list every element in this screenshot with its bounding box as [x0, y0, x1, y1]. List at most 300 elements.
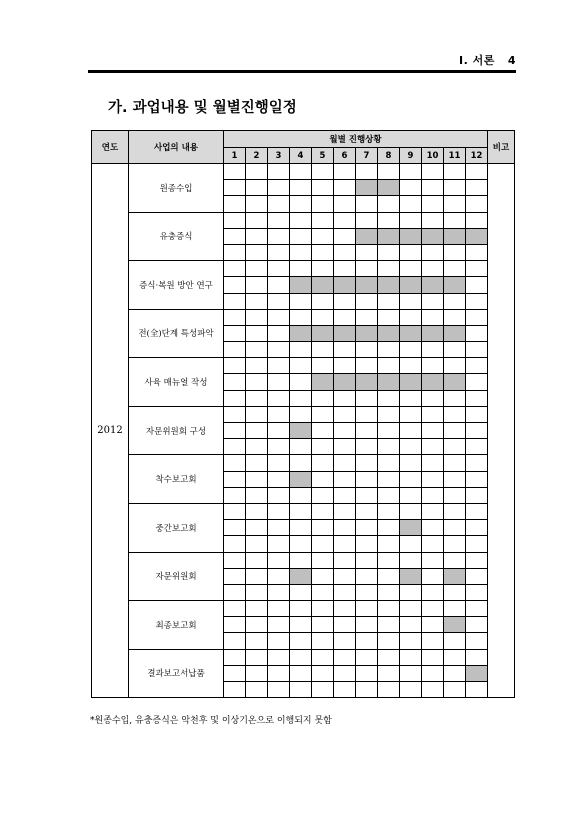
progress-cell — [466, 649, 488, 665]
progress-cell — [444, 180, 466, 196]
progress-cell-filled — [378, 325, 400, 341]
progress-cell — [356, 520, 378, 536]
progress-cell — [356, 390, 378, 406]
progress-cell — [224, 358, 246, 374]
progress-cell — [334, 682, 356, 698]
progress-cell-filled — [378, 228, 400, 244]
task-name: 착수보고회 — [129, 455, 224, 504]
progress-cell — [400, 358, 422, 374]
progress-cell — [444, 536, 466, 552]
progress-cell-filled — [466, 228, 488, 244]
progress-cell — [466, 455, 488, 471]
progress-cell — [400, 390, 422, 406]
progress-cell — [246, 342, 268, 358]
progress-cell — [422, 665, 444, 681]
progress-cell — [466, 342, 488, 358]
progress-cell — [466, 180, 488, 196]
progress-cell-filled — [312, 374, 334, 390]
footnote: *원종수입, 유충증식은 악천후 및 이상기온으로 이행되지 못함 — [90, 716, 332, 726]
progress-cell — [224, 293, 246, 309]
progress-cell-filled — [334, 374, 356, 390]
progress-cell — [246, 212, 268, 228]
progress-cell — [400, 649, 422, 665]
progress-cell — [290, 358, 312, 374]
progress-cell — [466, 568, 488, 584]
progress-cell — [334, 455, 356, 471]
header-rule — [88, 70, 516, 73]
progress-cell-filled — [312, 277, 334, 293]
progress-cell — [400, 196, 422, 212]
progress-cell — [400, 584, 422, 600]
progress-cell — [334, 584, 356, 600]
progress-cell — [290, 487, 312, 503]
progress-cell — [268, 471, 290, 487]
header-remark: 비고 — [488, 131, 515, 164]
progress-cell-filled — [400, 228, 422, 244]
progress-cell — [356, 471, 378, 487]
progress-cell — [224, 406, 246, 422]
progress-cell — [224, 487, 246, 503]
progress-cell — [466, 682, 488, 698]
progress-cell-filled — [356, 374, 378, 390]
progress-cell — [268, 358, 290, 374]
progress-cell — [378, 682, 400, 698]
progress-cell — [466, 633, 488, 649]
progress-cell — [444, 406, 466, 422]
progress-cell-filled — [422, 374, 444, 390]
progress-cell — [356, 309, 378, 325]
progress-cell — [224, 471, 246, 487]
progress-cell — [334, 342, 356, 358]
month-header: 8 — [378, 148, 400, 164]
progress-cell — [246, 584, 268, 600]
progress-cell-filled — [378, 277, 400, 293]
progress-cell — [268, 309, 290, 325]
progress-cell — [268, 180, 290, 196]
progress-cell-filled — [290, 325, 312, 341]
progress-cell — [466, 520, 488, 536]
progress-cell-filled — [444, 374, 466, 390]
progress-cell — [334, 568, 356, 584]
progress-cell — [246, 520, 268, 536]
progress-cell — [444, 520, 466, 536]
progress-cell — [378, 423, 400, 439]
progress-cell — [246, 406, 268, 422]
progress-cell — [268, 503, 290, 519]
progress-cell — [290, 682, 312, 698]
progress-cell — [334, 471, 356, 487]
progress-cell — [444, 293, 466, 309]
task-name: 중간보고회 — [129, 503, 224, 552]
month-header: 2 — [246, 148, 268, 164]
progress-cell — [378, 617, 400, 633]
progress-cell — [466, 358, 488, 374]
progress-cell — [378, 471, 400, 487]
progress-cell — [422, 439, 444, 455]
progress-cell — [246, 180, 268, 196]
progress-cell — [246, 228, 268, 244]
progress-cell — [224, 439, 246, 455]
month-header: 11 — [444, 148, 466, 164]
progress-cell — [224, 423, 246, 439]
progress-cell — [400, 180, 422, 196]
progress-cell — [290, 649, 312, 665]
progress-cell — [466, 423, 488, 439]
progress-cell — [334, 536, 356, 552]
progress-cell — [422, 423, 444, 439]
progress-cell — [334, 439, 356, 455]
progress-cell — [246, 439, 268, 455]
progress-cell — [378, 244, 400, 260]
progress-cell — [246, 325, 268, 341]
progress-cell — [422, 568, 444, 584]
progress-cell — [246, 649, 268, 665]
progress-cell — [356, 439, 378, 455]
progress-cell — [312, 342, 334, 358]
progress-cell-filled — [356, 325, 378, 341]
progress-cell — [400, 682, 422, 698]
progress-cell — [246, 423, 268, 439]
month-header: 5 — [312, 148, 334, 164]
progress-cell — [378, 568, 400, 584]
progress-cell — [312, 261, 334, 277]
progress-cell — [356, 601, 378, 617]
progress-cell — [290, 228, 312, 244]
progress-cell — [224, 212, 246, 228]
progress-cell — [268, 374, 290, 390]
progress-cell — [400, 342, 422, 358]
progress-cell — [422, 520, 444, 536]
table-row — [92, 261, 515, 277]
progress-cell — [334, 293, 356, 309]
progress-cell — [378, 358, 400, 374]
progress-cell — [334, 180, 356, 196]
progress-cell — [312, 471, 334, 487]
progress-cell — [356, 358, 378, 374]
progress-cell — [422, 649, 444, 665]
progress-cell — [444, 584, 466, 600]
table-row — [92, 164, 515, 180]
progress-cell — [400, 633, 422, 649]
progress-cell — [466, 325, 488, 341]
progress-cell-filled — [444, 228, 466, 244]
progress-cell — [444, 552, 466, 568]
progress-cell — [224, 649, 246, 665]
progress-cell — [224, 277, 246, 293]
progress-cell — [356, 649, 378, 665]
progress-cell — [312, 164, 334, 180]
progress-cell — [290, 601, 312, 617]
progress-cell — [422, 342, 444, 358]
progress-cell — [466, 196, 488, 212]
progress-cell — [224, 342, 246, 358]
progress-cell — [224, 536, 246, 552]
progress-cell — [246, 487, 268, 503]
progress-cell — [378, 406, 400, 422]
progress-cell — [246, 277, 268, 293]
progress-cell-filled — [356, 277, 378, 293]
progress-cell — [378, 665, 400, 681]
progress-cell-filled — [290, 568, 312, 584]
progress-cell — [290, 455, 312, 471]
progress-cell — [356, 568, 378, 584]
progress-cell — [246, 261, 268, 277]
progress-cell — [246, 617, 268, 633]
progress-cell — [378, 261, 400, 277]
progress-cell — [246, 503, 268, 519]
progress-cell — [246, 471, 268, 487]
progress-cell — [466, 584, 488, 600]
progress-cell — [356, 423, 378, 439]
progress-cell — [334, 633, 356, 649]
progress-cell — [290, 406, 312, 422]
table-row — [92, 552, 515, 568]
progress-cell — [268, 406, 290, 422]
progress-cell — [224, 244, 246, 260]
progress-cell — [268, 325, 290, 341]
progress-cell — [444, 471, 466, 487]
progress-cell — [466, 390, 488, 406]
progress-cell — [334, 244, 356, 260]
page-number: 4 — [507, 54, 516, 67]
progress-cell — [356, 536, 378, 552]
progress-cell — [378, 212, 400, 228]
progress-cell — [466, 277, 488, 293]
progress-cell — [334, 487, 356, 503]
progress-cell — [466, 164, 488, 180]
progress-cell — [312, 665, 334, 681]
progress-cell-filled — [422, 228, 444, 244]
progress-cell — [400, 471, 422, 487]
progress-cell — [290, 552, 312, 568]
table-row — [92, 649, 515, 665]
progress-cell — [268, 228, 290, 244]
progress-cell — [422, 536, 444, 552]
progress-cell — [466, 293, 488, 309]
progress-cell — [312, 423, 334, 439]
progress-cell — [422, 180, 444, 196]
progress-cell — [378, 601, 400, 617]
progress-cell — [466, 487, 488, 503]
progress-cell — [334, 649, 356, 665]
progress-cell — [334, 309, 356, 325]
progress-cell — [246, 164, 268, 180]
progress-cell — [312, 520, 334, 536]
progress-cell — [224, 455, 246, 471]
progress-cell — [356, 617, 378, 633]
progress-cell — [312, 244, 334, 260]
progress-cell — [400, 164, 422, 180]
progress-cell — [268, 293, 290, 309]
progress-cell-filled — [400, 374, 422, 390]
progress-cell — [224, 633, 246, 649]
progress-cell — [268, 455, 290, 471]
month-header: 6 — [334, 148, 356, 164]
progress-cell — [444, 342, 466, 358]
progress-cell — [334, 665, 356, 681]
progress-cell — [312, 633, 334, 649]
progress-cell — [312, 682, 334, 698]
progress-cell — [268, 487, 290, 503]
progress-cell — [246, 196, 268, 212]
progress-cell — [400, 423, 422, 439]
progress-cell — [224, 164, 246, 180]
progress-cell — [378, 487, 400, 503]
progress-cell-filled — [312, 325, 334, 341]
task-name: 유충증식 — [129, 212, 224, 261]
progress-cell — [356, 455, 378, 471]
task-name: 증식·복원 방안 연구 — [129, 261, 224, 310]
progress-cell — [312, 293, 334, 309]
progress-cell — [246, 552, 268, 568]
progress-cell — [224, 180, 246, 196]
progress-cell — [378, 633, 400, 649]
progress-cell — [422, 164, 444, 180]
progress-cell — [444, 358, 466, 374]
progress-cell — [224, 309, 246, 325]
progress-cell — [268, 617, 290, 633]
month-header: 9 — [400, 148, 422, 164]
progress-cell — [378, 520, 400, 536]
progress-cell — [312, 439, 334, 455]
progress-cell — [400, 601, 422, 617]
progress-cell — [400, 309, 422, 325]
progress-cell — [312, 455, 334, 471]
progress-cell-filled — [422, 325, 444, 341]
header-progress: 월별 진행상황 — [224, 131, 488, 148]
progress-cell — [444, 196, 466, 212]
progress-cell — [268, 277, 290, 293]
progress-cell — [444, 439, 466, 455]
progress-cell — [422, 584, 444, 600]
progress-cell — [312, 568, 334, 584]
progress-cell — [290, 309, 312, 325]
progress-cell — [246, 536, 268, 552]
progress-cell-filled — [290, 471, 312, 487]
progress-cell — [356, 665, 378, 681]
progress-cell-filled — [444, 325, 466, 341]
progress-cell — [268, 196, 290, 212]
progress-cell — [356, 633, 378, 649]
progress-cell — [224, 568, 246, 584]
month-header: 3 — [268, 148, 290, 164]
progress-cell — [246, 309, 268, 325]
progress-cell — [466, 374, 488, 390]
progress-cell — [312, 552, 334, 568]
progress-cell — [312, 487, 334, 503]
table-row — [92, 455, 515, 471]
progress-cell — [466, 471, 488, 487]
progress-cell — [466, 439, 488, 455]
progress-cell — [334, 164, 356, 180]
page-header — [459, 52, 516, 68]
progress-cell — [400, 487, 422, 503]
progress-cell — [444, 649, 466, 665]
schedule-table — [91, 130, 515, 698]
progress-cell — [378, 503, 400, 519]
progress-cell — [312, 228, 334, 244]
progress-cell — [400, 536, 422, 552]
progress-cell — [444, 665, 466, 681]
progress-cell — [444, 261, 466, 277]
progress-cell — [422, 633, 444, 649]
progress-cell — [400, 244, 422, 260]
progress-cell — [312, 617, 334, 633]
progress-cell — [224, 682, 246, 698]
progress-cell — [422, 309, 444, 325]
progress-cell — [268, 665, 290, 681]
progress-cell — [400, 439, 422, 455]
progress-cell — [312, 584, 334, 600]
progress-cell — [268, 244, 290, 260]
month-header: 1 — [224, 148, 246, 164]
progress-cell-filled — [356, 180, 378, 196]
progress-cell — [400, 617, 422, 633]
progress-cell — [224, 503, 246, 519]
task-name: 전(全)단계 특성파악 — [129, 309, 224, 358]
progress-cell — [378, 584, 400, 600]
progress-cell — [400, 293, 422, 309]
progress-cell — [312, 649, 334, 665]
progress-cell — [224, 584, 246, 600]
progress-cell — [268, 536, 290, 552]
progress-cell — [290, 584, 312, 600]
progress-cell — [378, 293, 400, 309]
progress-cell — [268, 568, 290, 584]
progress-cell — [290, 503, 312, 519]
progress-cell — [312, 358, 334, 374]
progress-cell — [290, 536, 312, 552]
month-header: 12 — [466, 148, 488, 164]
progress-cell — [334, 423, 356, 439]
progress-cell — [356, 196, 378, 212]
table-row — [92, 503, 515, 519]
progress-cell — [334, 390, 356, 406]
progress-cell-filled — [290, 277, 312, 293]
progress-cell — [444, 164, 466, 180]
table-row — [92, 358, 515, 374]
progress-cell — [466, 309, 488, 325]
progress-cell — [290, 633, 312, 649]
progress-cell — [246, 244, 268, 260]
progress-cell — [246, 601, 268, 617]
task-name: 결과보고서납품 — [129, 649, 224, 698]
progress-cell — [356, 682, 378, 698]
progress-cell — [290, 244, 312, 260]
progress-cell — [444, 487, 466, 503]
progress-cell — [312, 503, 334, 519]
progress-cell — [334, 358, 356, 374]
progress-cell — [246, 358, 268, 374]
progress-cell — [268, 390, 290, 406]
chapter-label: I. 서론 — [458, 54, 495, 67]
progress-cell — [444, 423, 466, 439]
progress-cell — [400, 406, 422, 422]
progress-cell — [246, 293, 268, 309]
progress-cell — [466, 212, 488, 228]
progress-cell — [268, 261, 290, 277]
progress-cell-filled — [400, 520, 422, 536]
progress-cell — [422, 196, 444, 212]
progress-cell — [378, 390, 400, 406]
progress-cell — [422, 601, 444, 617]
progress-cell — [268, 520, 290, 536]
progress-cell — [334, 520, 356, 536]
progress-cell — [422, 293, 444, 309]
progress-cell — [246, 682, 268, 698]
progress-cell — [290, 665, 312, 681]
progress-cell — [444, 309, 466, 325]
